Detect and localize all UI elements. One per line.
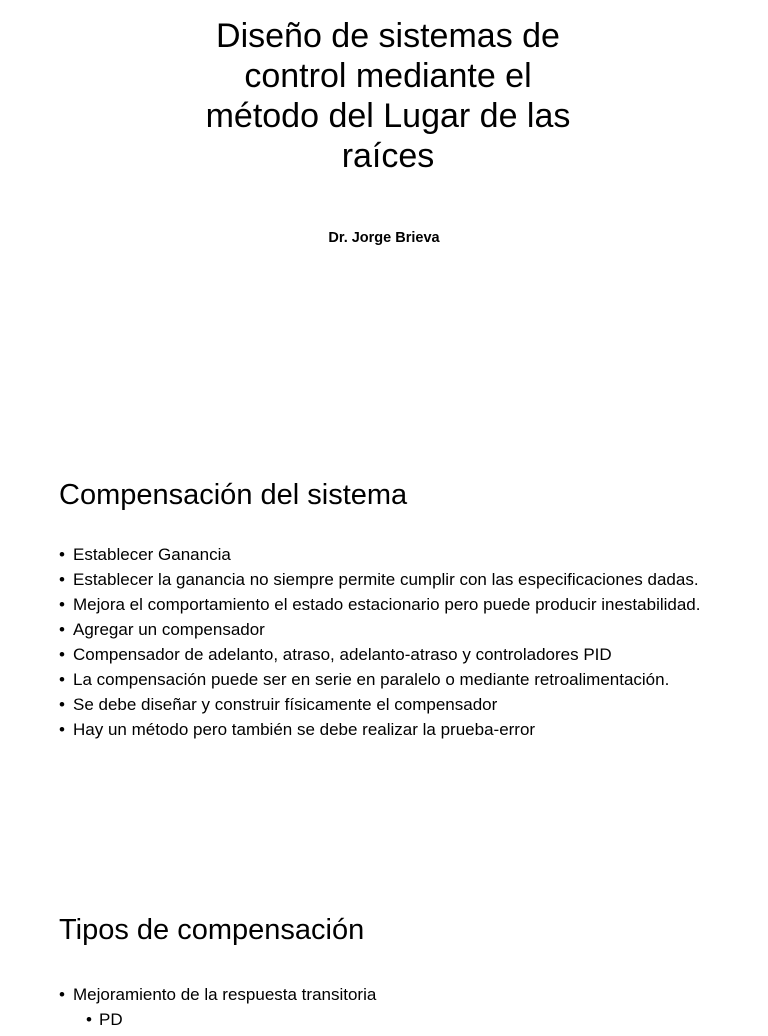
bullet-text: Compensador de adelanto, atraso, adelanto-atraso y controladores PID	[73, 645, 612, 664]
bullet-item	[59, 621, 749, 638]
bullet-list	[59, 986, 749, 1036]
title-line: raíces	[341, 137, 435, 175]
bullet-marker: •	[59, 720, 65, 739]
bullet-text: PD	[99, 1010, 123, 1029]
bullet-item	[59, 986, 749, 1003]
slide-heading: Tipos de compensación	[59, 914, 365, 946]
bullet-text: Agregar un compensador	[73, 620, 265, 639]
bullet-text: Mejora el comportamiento el estado estacionario pero puede producir inestabilidad.	[73, 595, 701, 614]
title-slide	[0, 0, 768, 440]
bullet-marker: •	[59, 695, 65, 714]
bullet-list	[59, 546, 749, 746]
bullet-marker: •	[59, 620, 65, 639]
bullet-item	[59, 646, 749, 663]
bullet-item	[59, 696, 749, 713]
title-line: Diseño de sistemas de	[216, 17, 560, 55]
compensation-slide	[0, 460, 768, 860]
bullet-marker: •	[86, 1010, 92, 1029]
bullet-item	[59, 721, 749, 738]
bullet-text: Hay un método pero también se debe realizar la prueba-error	[73, 720, 536, 739]
bullet-marker: •	[59, 670, 65, 689]
slide-heading: Compensación del sistema	[59, 479, 408, 511]
compensation-types-slide	[0, 900, 768, 1029]
bullet-text: Se debe diseñar y construir físicamente el compensador	[73, 695, 498, 714]
bullet-marker: •	[59, 595, 65, 614]
bullet-item	[59, 571, 749, 588]
bullet-marker: •	[59, 985, 65, 1004]
author-name: Dr. Jorge Brieva	[328, 230, 440, 246]
bullet-marker: •	[59, 645, 65, 664]
sub-bullet-item	[59, 1011, 749, 1028]
bullet-marker: •	[59, 545, 65, 564]
title-line: control mediante el	[244, 57, 532, 95]
bullet-item	[59, 671, 749, 688]
title-line: método del Lugar de las	[205, 97, 571, 135]
bullet-text: Establecer la ganancia no siempre permite cumplir con las especificaciones dadas.	[73, 570, 699, 589]
bullet-item	[59, 546, 749, 563]
bullet-text: La compensación puede ser en serie en paralelo o mediante retroalimentación.	[73, 670, 670, 689]
bullet-marker: •	[59, 570, 65, 589]
bullet-text: Establecer Ganancia	[73, 545, 231, 564]
bullet-text: Mejoramiento de la respuesta transitoria	[73, 985, 377, 1004]
presentation-title	[150, 16, 626, 176]
bullet-item	[59, 596, 749, 613]
